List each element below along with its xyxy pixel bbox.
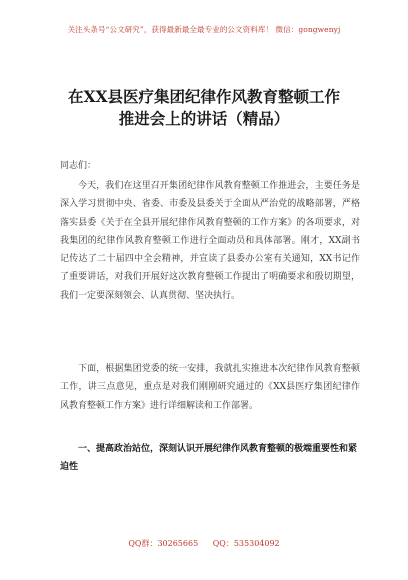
title-line-1: 在XX县医疗集团纪律作风教育整顿工作	[67, 87, 341, 106]
salutation: 同志们：	[60, 161, 97, 171]
paragraph-1: 今天，我们在这里召开集团纪律作风教育整顿工作推进会，主要任务是深入学习贯彻中央、省委、市委及县委关于全面从严治党的战略部署，严格落实县委《关于在全县开展纪律作风教育整顿的工作方案》的各项要求，对我集团的纪律作风教育整顿工作进行全面动员和具体部署。刚才，XX副书记传达了二十届四中全会精神，并宣读了县委办公室有关通知，XX书记作了重要讲话，对我们开展好这次教育整顿工作提出了明确要求和殷切期望，我们一定要深刻领会、认真贯彻、坚决执行。	[60, 181, 360, 301]
title-line-2: 推进会上的讲话（精品）	[118, 109, 290, 128]
qq-group-number: QQ群：30265665	[128, 539, 199, 548]
document-title	[40, 86, 368, 130]
promo-banner: 关注头条号“公文研究”，获得最新最全最专业的公文资料库！ 微信：gongwenyj	[67, 25, 341, 34]
paragraph-2: 下面，根据集团党委的统一安排，我就扎实推进本次纪律作风教育整顿工作，讲三点意见，重点是对我们刚刚研究通过的《XX县医疗集团纪律作风教育整顿工作方案》进行详细解读和工作部署。	[60, 364, 360, 411]
section-heading-1: 一、提高政治站位，深刻认识开展纪律作风教育整顿的极端重要性和紧迫性	[60, 444, 358, 472]
footer-contact	[0, 538, 408, 549]
qq-number: QQ：535304092	[212, 539, 280, 548]
